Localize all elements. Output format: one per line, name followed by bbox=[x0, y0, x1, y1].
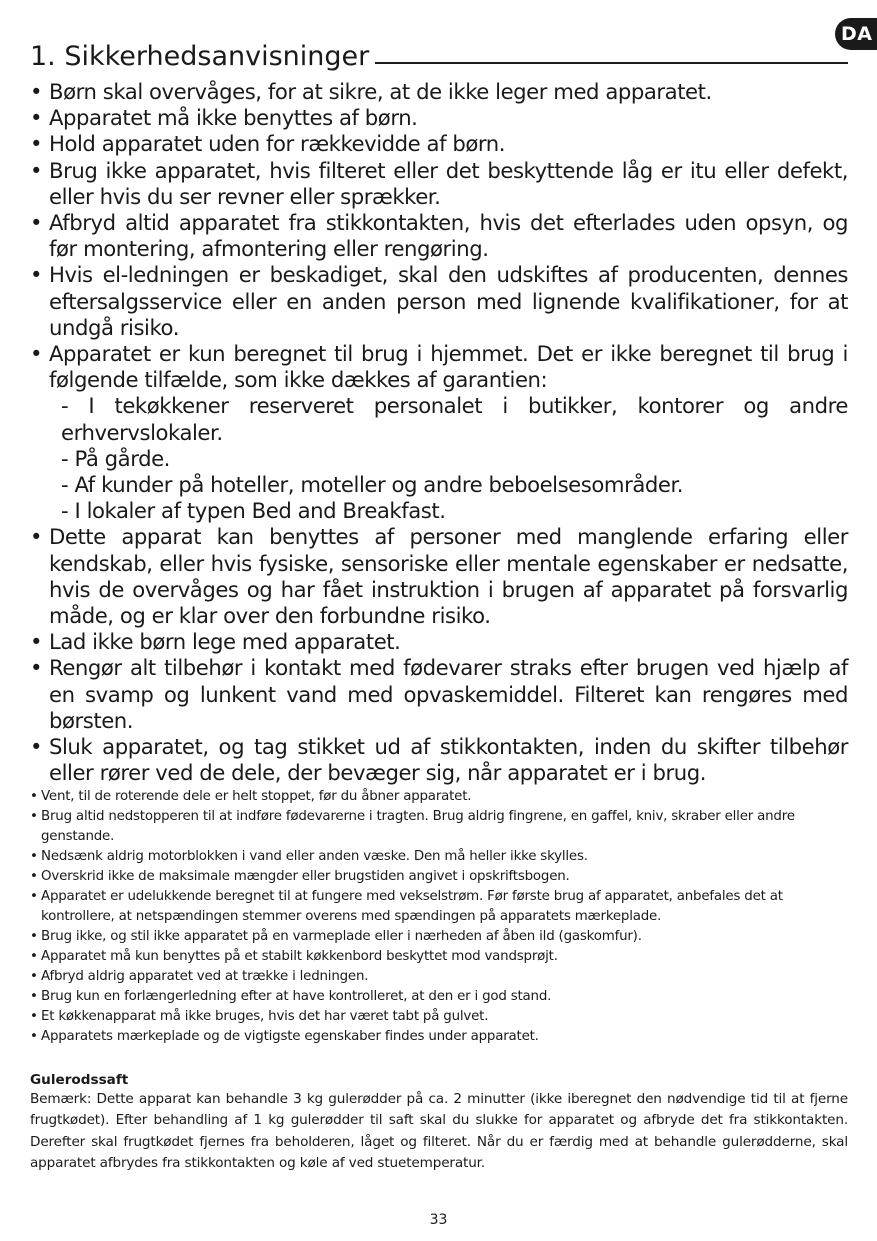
language-badge: DA bbox=[835, 18, 877, 50]
list-item: • Brug ikke, og stil ikke apparatet på en varmeplade eller i nærheden af åben ild (gaskomfur). bbox=[30, 927, 848, 947]
section-heading bbox=[30, 36, 848, 76]
list-item: • Apparatet er udelukkende beregnet til at fungere med vekselstrøm. Før første brug af apparatet, anbefales det at kontrollere, at netspændingen stemmer overens med spændingen på apparatets mærkeplade. bbox=[30, 889, 783, 924]
note-paragraph: Bemærk: Dette apparat kan behandle 3 kg gulerødder på ca. 2 minutter (ikke iberegnet den nødvendige tid til at fjerne frugtkødet). Efter behandling af 1 kg gulerødder til saft skal du slukke for apparatet og afbryde det fra stikkontakten. Derefter skal frugtkødet fjernes fra beholderen, låget og filteret. Når du er færdig med at behandle gulerødderne, skal apparatet afbrydes fra stikkontakten og køle af ved stuetemperatur. bbox=[30, 1091, 848, 1171]
list-item: • Afbryd aldrig apparatet ved at trække i ledningen. bbox=[30, 967, 848, 987]
list-item: • Et køkkenapparat må ikke bruges, hvis det har været tabt på gulvet. bbox=[30, 1007, 848, 1027]
heading-rule bbox=[375, 62, 848, 64]
bullet-icon: • bbox=[30, 157, 43, 183]
list-item: • Hvis el-ledningen er beskadiget, skal den udskiftes af producenten, dennes eftersalgsservice eller en anden person med lignende kvalifikationer, for at undgå risiko. bbox=[30, 262, 848, 340]
bullet-icon: • bbox=[30, 105, 43, 131]
list-item: • Nedsænk aldrig motorblokken i vand eller anden væske. Den må heller ikke skylles. bbox=[30, 847, 848, 867]
list-item: • Brug altid nedstopperen til at indføre fødevarerne i tragten. Brug aldrig fingrene, en gaffel, kniv, skraber eller andre genstande. bbox=[30, 809, 795, 844]
list-item: • Lad ikke børn lege med apparatet. bbox=[30, 629, 401, 655]
bullet-icon: • bbox=[30, 1029, 38, 1044]
list-item: • Afbryd altid apparatet fra stikkontakten, hvis det efterlades uden opsyn, og før montering, afmontering eller rengøring. bbox=[30, 210, 848, 262]
list-item: • Brug ikke apparatet, hvis filteret eller det beskyttende låg er itu eller defekt, eller hvis du ser revner eller sprækker. bbox=[30, 157, 848, 209]
bullet-icon: • bbox=[30, 1009, 38, 1024]
list-item: • Apparatet må kun benyttes på et stabilt køkkenbord beskyttet mod vandsprøjt. bbox=[30, 947, 848, 967]
list-item: • Apparatets mærkeplade og de vigtigste egenskaber findes under apparatet. bbox=[30, 1027, 848, 1047]
secondary-safety-list bbox=[30, 787, 848, 1047]
sub-item: - Af kunder på hoteller, moteller og andre beboelsesområder. bbox=[61, 472, 684, 498]
bullet-icon: • bbox=[30, 949, 38, 964]
bullet-icon: • bbox=[30, 849, 38, 864]
bullet-icon: • bbox=[30, 655, 43, 681]
bullet-icon: • bbox=[30, 889, 38, 904]
list-item: • Vent, til de roterende dele er helt stoppet, før du åbner apparatet. bbox=[30, 787, 848, 807]
bullet-icon: • bbox=[30, 869, 38, 884]
bullet-icon: • bbox=[30, 929, 38, 944]
list-item: • Sluk apparatet, og tag stikket ud af stikkontakten, inden du skifter tilbehør eller rører ved de dele, der bevæger sig, når apparatet er i brug. bbox=[30, 734, 848, 786]
page-number: 33 bbox=[429, 1212, 448, 1228]
bullet-icon: • bbox=[30, 341, 43, 367]
bullet-icon: • bbox=[30, 734, 43, 760]
list-item: • Børn skal overvåges, for at sikre, at de ikke leger med apparatet. bbox=[30, 79, 712, 104]
bullet-icon: • bbox=[30, 79, 43, 104]
sub-item: - I tekøkkener reserveret personalet i butikker, kontorer og andre erhvervslokaler. bbox=[61, 393, 848, 445]
bullet-icon: • bbox=[30, 210, 43, 236]
bullet-icon: • bbox=[30, 629, 43, 655]
list-item: • Overskrid ikke de maksimale mængder eller brugstiden angivet i opskriftsbogen. bbox=[30, 867, 848, 887]
bullet-icon: • bbox=[30, 969, 38, 984]
list-item: • Hold apparatet uden for rækkevidde af børn. bbox=[30, 131, 506, 157]
list-item: • Brug kun en forlængerledning efter at have kontrolleret, at den er i god stand. bbox=[30, 987, 848, 1007]
bullet-icon: • bbox=[30, 131, 43, 157]
list-item: • Apparatet må ikke benyttes af børn. bbox=[30, 105, 418, 131]
sub-item: - På gårde. bbox=[61, 445, 170, 471]
bullet-icon: • bbox=[30, 809, 38, 824]
primary-safety-list bbox=[30, 79, 848, 786]
sub-item: - I lokaler af typen Bed and Breakfast. bbox=[61, 498, 446, 524]
list-item: • Dette apparat kan benyttes af personer med manglende erfaring eller kendskab, eller hvis fysiske, sensoriske eller mentale egenskaber er nedsatte, hvis de overvåges og har fået instruktion i brugen af apparatet på forsvarlig måde, og er klar over den forbundne risiko. bbox=[30, 524, 848, 629]
page-title: 1. Sikkerhedsanvisninger bbox=[30, 40, 370, 72]
list-item: • Rengør alt tilbehør i kontakt med fødevarer straks efter brugen ved hjælp af en svamp og lunkent vand med opvaskemiddel. Filteret kan rengøres med børsten. bbox=[30, 655, 848, 733]
list-item: • Apparatet er kun beregnet til brug i hjemmet. Det er ikke beregnet til brug i følgende tilfælde, som ikke dækkes af garantien: - I tekøkkener reserveret personalet i butikker, kontorer og andre erhvervslokaler. - På gårde. - Af kunder på hoteller, moteller og andre beboelsesområder. - I lokaler af typen Bed and Breakfast. bbox=[30, 341, 848, 524]
section-subheading: Gulerodssaft bbox=[30, 1072, 129, 1088]
bullet-icon: • bbox=[30, 989, 38, 1004]
bullet-icon: • bbox=[30, 789, 38, 804]
bullet-icon: • bbox=[30, 524, 43, 550]
bullet-icon: • bbox=[30, 262, 43, 288]
